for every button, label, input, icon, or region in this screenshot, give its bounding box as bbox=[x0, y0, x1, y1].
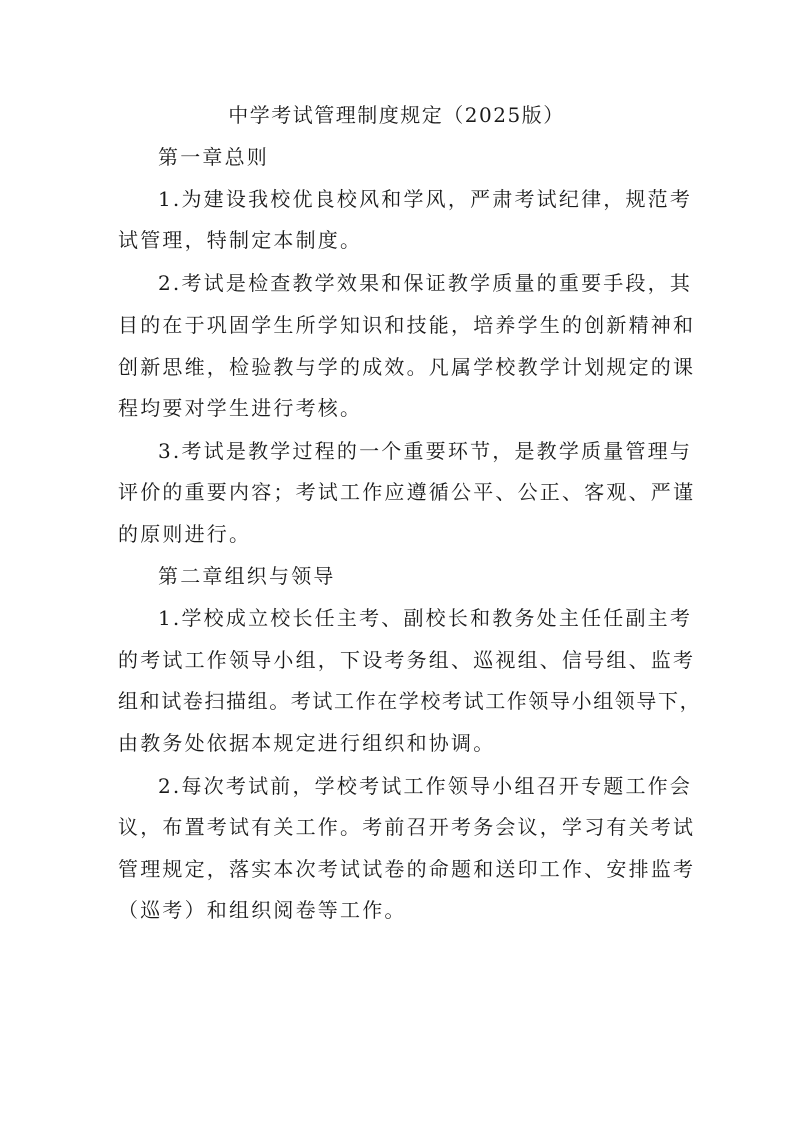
paragraph-line: 1.学校成立校长任主考、副校长和教务处主任任副主考 bbox=[158, 606, 693, 630]
paragraph-line: 2.每次考试前，学校考试工作领导小组召开专题工作会 bbox=[158, 774, 693, 798]
paragraph-line: 的考试工作领导小组，下设考务组、巡视组、信号组、监考 bbox=[118, 648, 696, 672]
paragraph-line: 3.考试是教学过程的一个重要环节，是教学质量管理与 bbox=[158, 439, 693, 463]
paragraph-line: （巡考）和组织阅卷等工作。 bbox=[118, 898, 407, 922]
chapter-heading: 第一章总则 bbox=[158, 145, 269, 169]
document-title: 中学考试管理制度规定（2025版） bbox=[228, 103, 565, 127]
paragraph-line: 1.为建设我校优良校风和学风，严肃考试纪律，规范考 bbox=[158, 187, 693, 211]
paragraph-line: 议，布置考试有关工作。考前召开考务会议，学习有关考试 bbox=[118, 815, 696, 839]
paragraph-line: 创新思维，检验教与学的成效。凡属学校教学计划规定的课 bbox=[118, 355, 696, 379]
paragraph-line: 试管理，特制定本制度。 bbox=[118, 228, 363, 252]
paragraph-line: 目的在于巩固学生所学知识和技能，培养学生的创新精神和 bbox=[118, 313, 696, 337]
chapter-heading: 第二章组织与领导 bbox=[158, 564, 336, 588]
paragraph-line: 由教务处依据本规定进行组织和协调。 bbox=[118, 731, 496, 755]
paragraph-line: 2.考试是检查教学效果和保证教学质量的重要手段，其 bbox=[158, 271, 693, 295]
paragraph-line: 程均要对学生进行考核。 bbox=[118, 396, 363, 420]
paragraph-line: 组和试卷扫描组。考试工作在学校考试工作领导小组领导下， bbox=[118, 689, 702, 713]
paragraph-line: 管理规定，落实本次考试试卷的命题和送印工作、安排监考 bbox=[118, 857, 696, 881]
paragraph-line: 评价的重要内容；考试工作应遵循公平、公正、客观、严谨 bbox=[118, 480, 696, 504]
paragraph-line: 的原则进行。 bbox=[118, 522, 252, 546]
